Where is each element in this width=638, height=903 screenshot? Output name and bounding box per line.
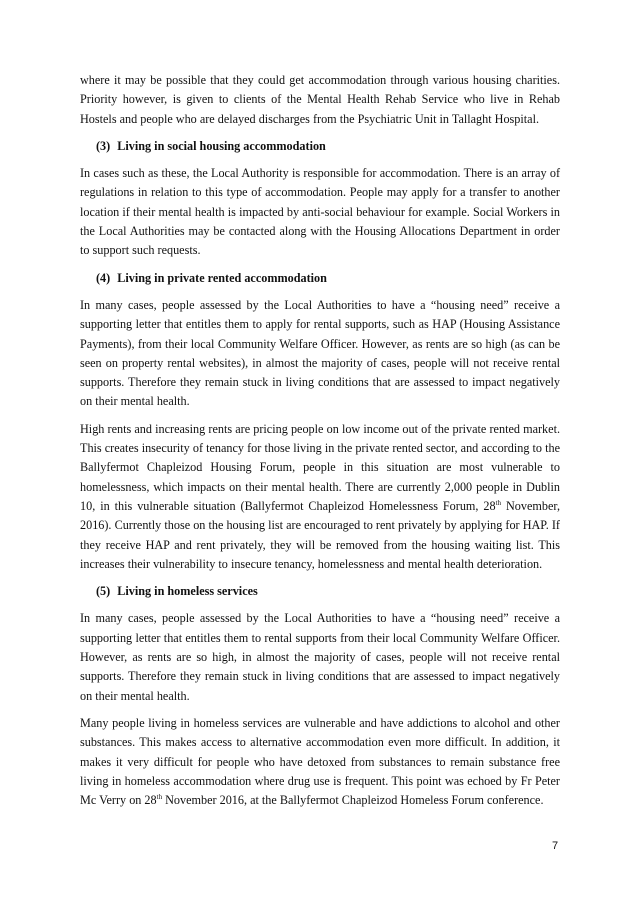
section-3-paragraph-1: In cases such as these, the Local Authority is responsible for accommodation. There is an array of regulations in relation to this type of accommodation. People may apply for a transfer to another location if their mental health is impacted by anti-social behaviour for example. Social Workers in the Local Authorities may be contacted along with the Housing Allocations Department in order to support such requests. bbox=[80, 166, 560, 258]
section-3-heading bbox=[96, 137, 560, 156]
section-number: (5) bbox=[96, 584, 111, 599]
document-page bbox=[80, 71, 560, 818]
section-number: (4) bbox=[96, 270, 111, 285]
section-title: Living in private rented accommodation bbox=[117, 270, 327, 285]
paragraph-text: November 2016, at the Ballyfermot Chapleizod Homeless Forum conference. bbox=[162, 793, 544, 808]
intro-paragraph: where it may be possible that they could get accommodation through various housing charities. Priority however, is given to clients of the Mental Health Rehab Service who live in Rehab Hostels and people who are delayed discharges from the Psychiatric Unit in Tallaght Hospital. bbox=[80, 73, 560, 126]
section-4-paragraph-2 bbox=[80, 420, 560, 574]
ordinal-suffix: th bbox=[495, 498, 502, 507]
section-4-paragraph-1: In many cases, people assessed by the Local Authorities to have a “housing need” receive a supporting letter that entitles them to apply for rental supports, such as HAP (Housing Assistance Payments), from their local Community Welfare Officer. However, as rents are so high (as can be seen on property rental websites), in almost the majority of cases, people will not receive rental supports. Therefore they remain stuck in living conditions that are assessed to impact negatively on their mental health. bbox=[80, 297, 560, 409]
paragraph-text: Many people living in homeless services are vulnerable and have addictions to alcohol and other substances. This makes access to alternative accommodation even more difficult. In addition, it makes it very difficult for people who have detoxed from substances to remain substance free living in homeless accommodation where drug use is frequent. This point was echoed by Fr Peter Mc Verry on 28 bbox=[80, 715, 560, 808]
section-5-heading bbox=[96, 582, 560, 601]
section-title: Living in social housing accommodation bbox=[117, 138, 326, 153]
section-5-paragraph-2 bbox=[80, 714, 560, 810]
section-4-heading bbox=[96, 269, 560, 288]
page-number: 7 bbox=[552, 840, 559, 852]
section-title: Living in homeless services bbox=[117, 584, 258, 599]
paragraph-text: November, 2016). Currently those on the housing list are encouraged to rent privately by applying for HAP. If they receive HAP and rent privately, they will be removed from the housing waiting list. This increases their vulnerability to insecure tenancy, homelessness and mental health deterioration. bbox=[80, 498, 561, 571]
ordinal-suffix: th bbox=[156, 793, 163, 802]
section-5-paragraph-1: In many cases, people assessed by the Local Authorities to have a “housing need” receive a supporting letter that entitles them to rental supports from their local Community Welfare Officer. However, as rents are so high, in almost the majority of cases, people will not receive rental supports. Therefore they remain stuck in living conditions that are assessed to impact negatively on their mental health. bbox=[80, 611, 560, 703]
paragraph-text: High rents and increasing rents are pricing people on low income out of the private rented market. This creates insecurity of tenancy for those living in the private rented sector, and according to the Ballyfermot Chapleizod Housing Forum, people in this situation are most vulnerable to homelessness, which impacts on their mental health. There are currently 2,000 people in Dublin 10, in this vulnerable situation (Ballyfermot Chapleizod Homelessness Forum, 28 bbox=[80, 421, 560, 513]
section-number: (3) bbox=[96, 138, 111, 153]
